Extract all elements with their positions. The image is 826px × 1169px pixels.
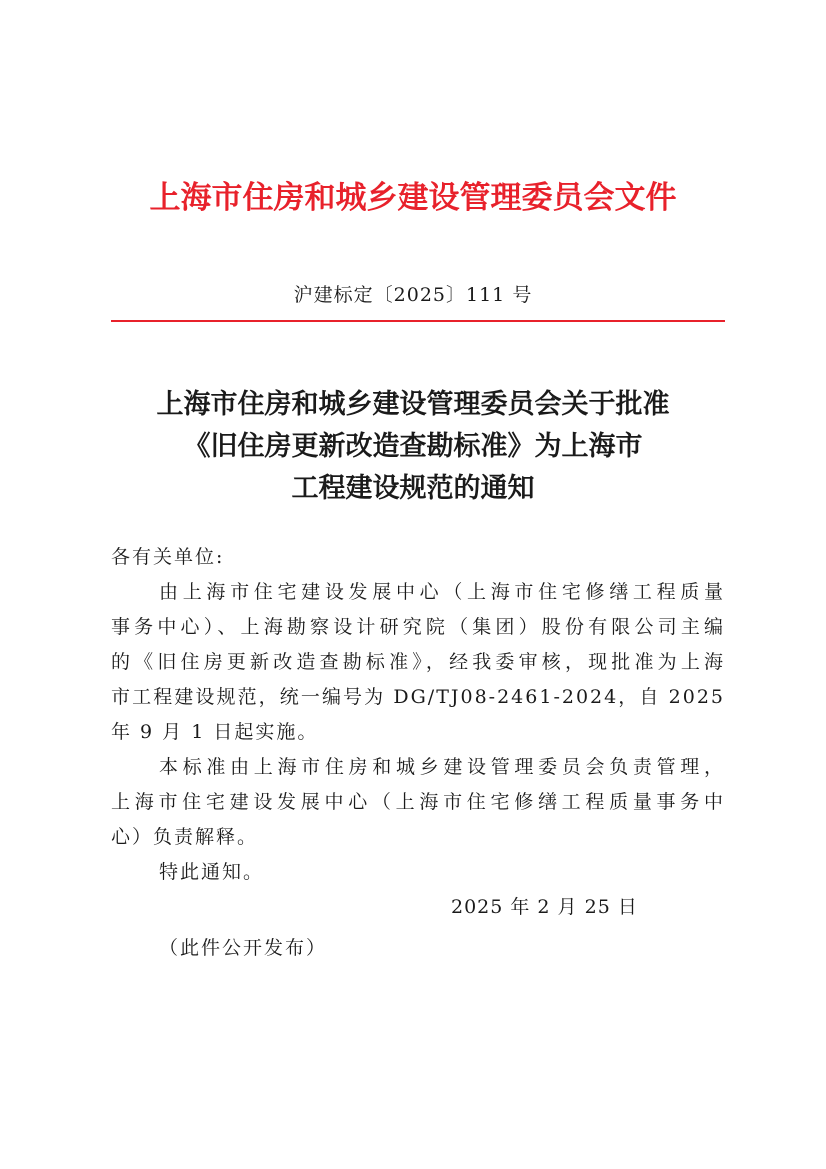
paragraph-2-line: 上海市住宅建设发展中心（上海市住宅修缮工程质量事务中 bbox=[111, 791, 725, 813]
closing-remark: 特此通知。 bbox=[159, 861, 265, 883]
paragraph-1-line: 事务中心）、上海勘察设计研究院（集团）股份有限公司主编 bbox=[111, 616, 725, 638]
paragraph-2-line: 本标准由上海市住房和城乡建设管理委员会负责管理， bbox=[159, 756, 725, 778]
notice-title bbox=[0, 384, 826, 510]
issue-date: 2025 年 2 月 25 日 bbox=[451, 896, 638, 918]
release-note: （此件公开发布） bbox=[159, 937, 328, 959]
paragraph-1-line: 由上海市住宅建设发展中心（上海市住宅修缮工程质量 bbox=[159, 581, 725, 603]
title-line-2: 《旧住房更新改造查勘标准》为上海市 bbox=[183, 431, 643, 462]
paragraph-1-line: 年 9 月 1 日起实施。 bbox=[111, 721, 319, 743]
notice-body bbox=[111, 540, 725, 966]
title-line-3: 工程建设规范的通知 bbox=[291, 473, 535, 504]
paragraph-2-line: 心）负责解释。 bbox=[111, 826, 259, 848]
paragraph-1-line: 市工程建设规范，统一编号为 DG/TJ08-2461-2024，自 2025 bbox=[111, 686, 725, 708]
title-line-1: 上海市住房和城乡建设管理委员会关于批准 bbox=[156, 389, 670, 420]
issuer-masthead: 上海市住房和城乡建设管理委员会文件 bbox=[149, 180, 677, 216]
red-divider-line bbox=[111, 320, 725, 322]
document-number: 沪建标定〔2025〕111 号 bbox=[293, 284, 533, 306]
salutation: 各有关单位: bbox=[111, 546, 225, 568]
paragraph-1-line: 的《旧住房更新改造查勘标准》，经我委审核，现批准为上海 bbox=[111, 651, 725, 673]
